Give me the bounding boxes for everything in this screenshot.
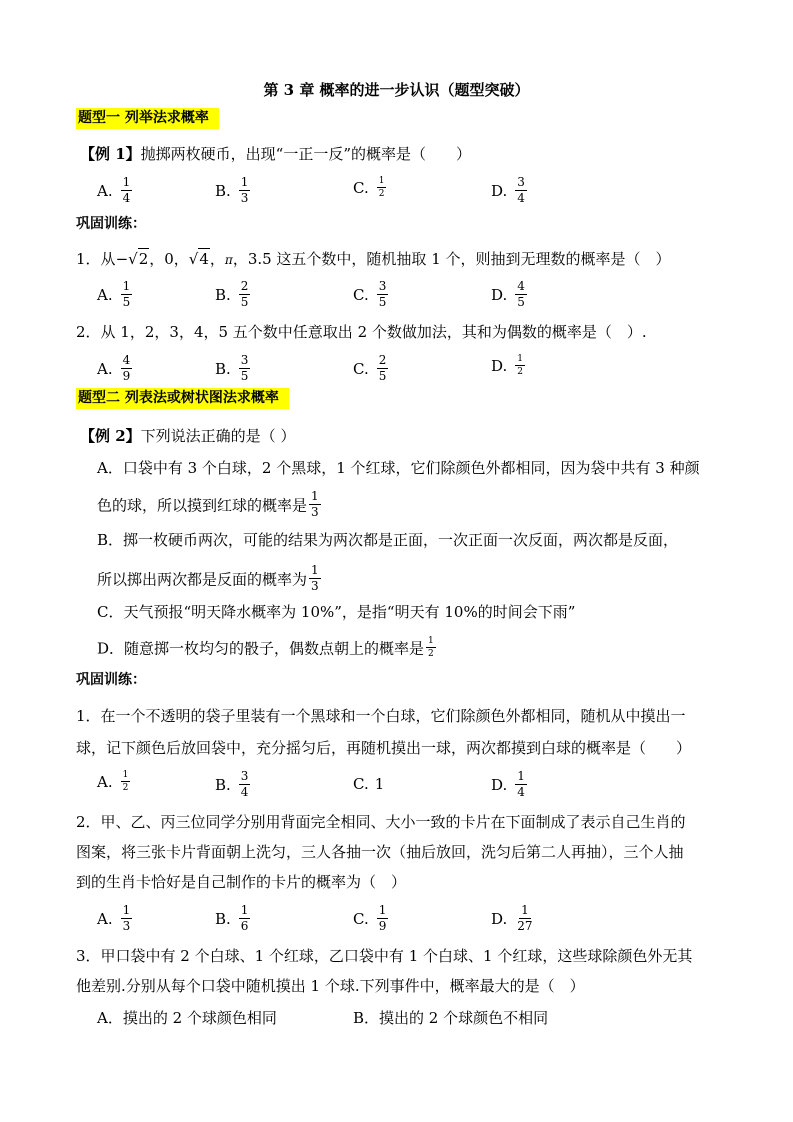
example-1-option-d: D. $\frac{3}{4}$ <box>491 175 525 205</box>
fraction: $\frac{1}{2}$ <box>378 176 385 199</box>
practice-1-question-2: 2．从 1，2，3，4，5 五个数中任意取出 2 个数做加法，其和为偶数的概率是（ ）. <box>76 323 647 341</box>
practice-1-q2-option-c: C. $\frac{2}{5}$ <box>353 353 387 383</box>
practice-2-q1-option-b: B. $\frac{3}{4}$ <box>215 769 249 799</box>
practice-1-q1-option-d: D. $\frac{4}{5}$ <box>491 279 525 309</box>
fraction: $\frac{1}{4}$ <box>122 175 131 205</box>
fraction: $\frac{1}{2}$ <box>122 770 129 793</box>
fraction: $\frac{1}{3}$ <box>122 903 131 933</box>
fraction: $\frac{3}{4}$ <box>517 175 525 205</box>
example-2-option-a-line2: 色的球，所以摸到红球的概率是 $\frac{1}{3}$ <box>97 489 319 519</box>
fraction: $\frac{1}{3}$ <box>311 563 319 593</box>
practice-2-q1-option-d: D. $\frac{1}{4}$ <box>491 769 525 799</box>
practice-2-q3-line1: 3．甲口袋中有 2 个白球、1 个红球，乙口袋中有 1 个白球、1 个红球，这些球除颜色外无其 <box>76 947 693 965</box>
sqrt-radicand: 4 <box>199 250 209 268</box>
practice-2-q3-option-a: A．摸出的 2 个球颜色相同 <box>97 1009 277 1027</box>
practice-2-q1-option-a: A. $\frac{1}{2}$ <box>97 770 129 793</box>
practice-2-q2-option-c: C. $\frac{1}{9}$ <box>353 903 387 933</box>
fraction: $\frac{2}{5}$ <box>240 279 249 309</box>
fraction: $\frac{1}{6}$ <box>240 903 249 933</box>
example-2-question: 【例 2】下列说法正确的是（ ） <box>80 427 296 445</box>
fraction: $\frac{4}{9}$ <box>122 353 131 383</box>
practice-2-q1-line2: 球，记下颜色后放回袋中，充分摇匀后，再随机摸出一球，两次都摸到白球的概率是（ ） <box>76 739 692 757</box>
practice-1-q1-option-c: C. $\frac{3}{5}$ <box>353 279 387 309</box>
fraction: $\frac{1}{2}$ <box>428 636 434 659</box>
sqrt-radicand: 2 <box>138 250 149 268</box>
example-2-option-d: D．随意掷一枚均匀的骰子，偶数点朝上的概率是 $\frac{1}{2}$ <box>97 636 434 659</box>
practice-label-1: 巩固训练： <box>76 216 146 232</box>
example-2-option-a-line1: A．口袋中有 3 个白球，2 个黑球，1 个红球，它们除颜色外都相同，因为袋中共有 3 种颜 <box>97 459 700 477</box>
fraction: $\frac{1}{9}$ <box>378 903 387 933</box>
example-1-option-c: C. $\frac{1}{2}$ <box>353 176 385 199</box>
practice-2-q1-line1: 1．在一个不透明的袋子里装有一个黑球和一个白球，它们除颜色外都相同，随机从中摸出一 <box>76 707 686 725</box>
example-1-text: 抛掷两枚硬币，出现“一正一反”的概率是（ ） <box>140 145 472 163</box>
practice-2-q2-option-d: D. $\frac{1}{27}$ <box>491 903 533 933</box>
fraction: $\frac{1}{27}$ <box>517 903 533 933</box>
example-1-tag: 【例 1】 <box>80 145 141 163</box>
example-1-option-b: B. $\frac{1}{3}$ <box>215 175 249 205</box>
fraction: $\frac{1}{4}$ <box>517 769 525 799</box>
practice-2-q2-option-a: A. $\frac{1}{3}$ <box>97 903 131 933</box>
fraction: $\frac{1}{2}$ <box>517 354 523 377</box>
page-title: 第 3 章 概率的进一步认识（题型突破） <box>263 81 530 99</box>
practice-2-q1-option-c: C. 1 <box>353 775 385 793</box>
fraction: $\frac{3}{5}$ <box>240 353 249 383</box>
example-2-option-c: C．天气预报“明天降水概率为 10%”，是指“明天有 10%的时间会下雨” <box>97 603 576 621</box>
practice-label-2: 巩固训练： <box>76 672 146 688</box>
practice-2-q3-option-b: B．摸出的 2 个球颜色不相同 <box>353 1009 549 1027</box>
practice-1-question-1: 1．从−√2，0，√4，π，3.5 这五个数中，随机抽取 1 个，则抽到无理数的概率是（ ） <box>76 250 671 268</box>
example-1-question <box>80 144 471 164</box>
practice-2-q3-line2: 他差别.分别从每个口袋中随机摸出 1 个球.下列事件中，概率最大的是（ ） <box>76 977 585 995</box>
practice-2-q2-option-b: B. $\frac{1}{6}$ <box>215 903 249 933</box>
example-2-option-b-line2: 所以掷出两次都是反面的概率为 $\frac{1}{3}$ <box>97 563 319 593</box>
section-heading-2: 题型二 列表法或树状图法求概率 <box>76 388 289 409</box>
fraction: $\frac{1}{3}$ <box>311 489 319 519</box>
practice-2-q2-line3: 到的生肖卡恰好是自己制作的卡片的概率为（ ） <box>76 873 407 891</box>
practice-1-q1-option-b: B. $\frac{2}{5}$ <box>215 279 249 309</box>
practice-1-q2-option-d: D. $\frac{1}{2}$ <box>491 354 523 377</box>
practice-2-q2-line1: 2．甲、乙、丙三位同学分别用背面完全相同、大小一致的卡片在下面制成了表示自己生肖的 <box>76 813 686 831</box>
fraction: $\frac{4}{5}$ <box>517 279 525 309</box>
fraction: $\frac{3}{5}$ <box>378 279 387 309</box>
fraction: $\frac{3}{4}$ <box>240 769 249 799</box>
example-2-option-b-line1: B．掷一枚硬币两次，可能的结果为两次都是正面，一次正面一次反面，两次都是反面， <box>97 531 679 549</box>
practice-2-q2-line2: 图案，将三张卡片背面朝上洗匀，三人各抽一次（抽后放回，洗匀后第二人再抽），三个人抽 <box>76 843 684 861</box>
example-1-option-a: A. $\frac{1}{4}$ <box>97 175 131 205</box>
fraction: $\frac{1}{5}$ <box>122 279 131 309</box>
fraction: $\frac{1}{3}$ <box>240 175 249 205</box>
practice-1-q1-option-a: A. $\frac{1}{5}$ <box>97 279 131 309</box>
practice-1-q2-option-a: A. $\frac{4}{9}$ <box>97 353 131 383</box>
practice-1-q2-option-b: B. $\frac{3}{5}$ <box>215 353 249 383</box>
section-heading-1: 题型一 列举法求概率 <box>76 108 219 129</box>
fraction: $\frac{2}{5}$ <box>378 353 387 383</box>
